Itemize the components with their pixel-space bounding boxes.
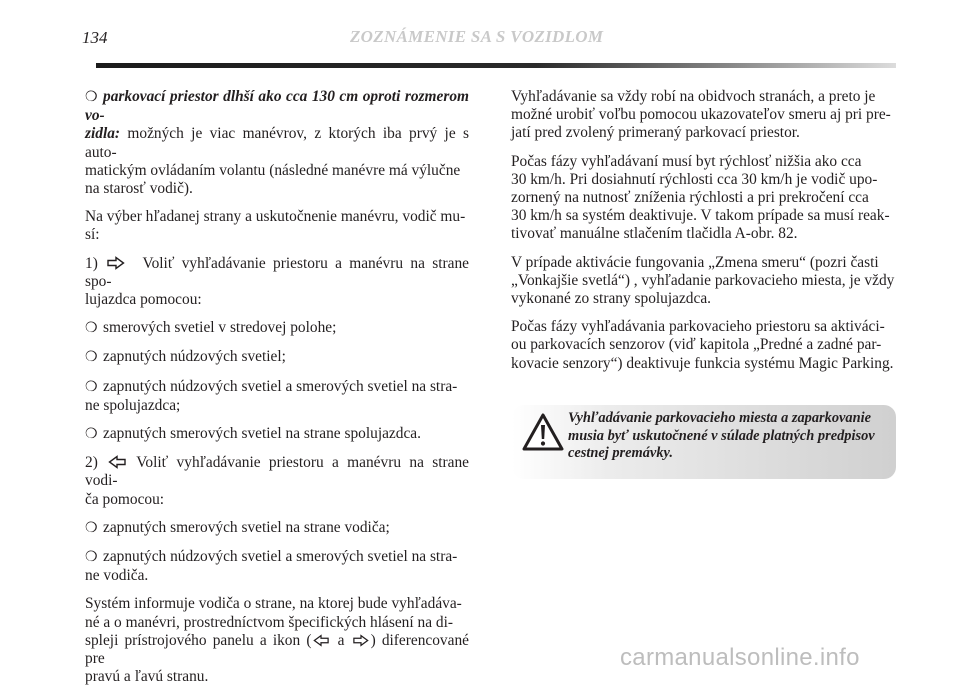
list-item-text: zapnutých smerových svetiel na strane vodiča;	[103, 518, 390, 536]
paragraph-line: ) diferencované pre	[85, 631, 469, 668]
warning-triangle-icon	[522, 413, 564, 451]
left-arrow-icon	[108, 455, 126, 469]
bullet-text: matickým ovládaním volantu (následné manévre má výlučne	[85, 161, 461, 179]
bullet-text: na starosť vodič).	[85, 180, 193, 198]
paragraph-line: pravú a ľavú stranu.	[85, 668, 209, 686]
paragraph-line: 30 km/h sa systém deaktivuje. V takom prípade sa musí reak-	[511, 207, 890, 225]
bullet-text: možných je viac manévrov, z ktorých iba prvý je s auto-	[85, 125, 469, 161]
paragraph-line: Voliť vyhľadávanie priestoru a manévru na strane spo-	[85, 254, 469, 290]
header-rule	[96, 63, 896, 68]
paragraph-line: Voliť vyhľadávanie priestoru a manévru na strane vodi-	[85, 454, 469, 490]
list-item	[85, 425, 469, 444]
paragraph-line: „Vonkajšie svetlá“) , vyhľadanie parkovacieho miesta, je vždy	[511, 271, 895, 289]
paragraph	[85, 208, 469, 244]
left-column	[85, 88, 469, 696]
warning-line: cestnej premávky.	[568, 445, 673, 462]
paragraph-line: možné urobiť voľbu pomocou ukazovateľov smeru aj pri pre-	[511, 106, 891, 124]
right-column	[511, 88, 895, 383]
paragraph-line: né a o manévri, prostredníctvom špecifických hlásení na di-	[85, 613, 453, 631]
bullet-circle-icon: ❍	[85, 550, 98, 566]
paragraph-line: kovacie senzory“) deaktivuje funkcia systému Magic Parking.	[511, 354, 894, 372]
bullet-circle-icon: ❍	[85, 379, 98, 395]
bullet-bold-text: parkovací priestor dlhší ako cca 130 cm oproti rozmerom vo-	[85, 88, 469, 125]
step-number: 2)	[85, 454, 98, 472]
paragraph-line: a	[331, 631, 351, 649]
bullet-bold-text: zidla:	[85, 125, 121, 143]
list-item-text: zapnutých núdzových svetiel a smerových svetiel na stra-	[103, 548, 458, 566]
warning-line: Vyhľadávanie parkovacieho miesta a zaparkovanie	[568, 410, 872, 426]
list-item-text: zapnutých núdzových svetiel a smerových svetiel na stra-	[103, 377, 458, 395]
list-item	[85, 319, 469, 338]
list-item-text: ne spolujazdca;	[85, 396, 181, 414]
paragraph	[511, 88, 895, 143]
bullet-circle-icon: ❍	[85, 90, 98, 105]
paragraph	[511, 318, 895, 373]
paragraph-line: Systém informuje vodiča o strane, na ktorej bude vyhľadáva-	[85, 595, 462, 613]
paragraph-line: spleji prístrojového panelu a ikon (	[85, 631, 312, 649]
paragraph-line: tivovať manuálne stlačením tlačidla A-obr. 82.	[511, 225, 798, 243]
bullet-circle-icon: ❍	[85, 520, 98, 536]
paragraph	[511, 153, 895, 244]
page-number: 134	[82, 28, 108, 47]
list-item	[85, 519, 469, 538]
paragraph-line: lujazdca pomocou:	[85, 291, 202, 309]
bullet-item	[85, 88, 469, 198]
bullet-circle-icon: ❍	[85, 321, 98, 337]
list-item	[85, 348, 469, 367]
paragraph-line: Počas fázy vyhľadávania parkovacieho priestoru sa aktiváci-	[511, 318, 885, 336]
list-item-text: zapnutých núdzových svetiel;	[103, 348, 286, 366]
paragraph-line: vykonané zo strany spolujazdca.	[511, 290, 712, 308]
paragraph-line: Počas fázy vyhľadávaní musí byt rýchlosť nižšia ako cca	[511, 152, 862, 170]
paragraph	[85, 255, 469, 310]
warning-text	[568, 410, 886, 463]
list-item-text: smerových svetiel v stredovej polohe;	[103, 319, 337, 337]
watermark: carmanualsonline.info	[620, 644, 860, 671]
step-number: 1)	[85, 254, 98, 272]
paragraph	[85, 454, 469, 509]
list-item	[85, 378, 469, 415]
paragraph-line: Vyhľadávanie sa vždy robí na obidvoch stranách, a preto je	[511, 88, 876, 105]
paragraph-line: zornený na nutnosť zníženia rýchlosti a pri prekročení cca	[511, 189, 869, 207]
paragraph	[511, 254, 895, 309]
right-arrow-icon	[107, 256, 125, 270]
list-item	[85, 548, 469, 585]
paragraph-line: V prípade aktivácie fungovania „Zmena smeru“ (pozri časti	[511, 253, 879, 271]
paragraph-line: jatí pred zvolený primeraný parkovací priestor.	[511, 124, 800, 142]
right-arrow-icon	[353, 634, 369, 647]
paragraph	[85, 595, 469, 686]
paragraph-line: ča pomocou:	[85, 490, 165, 508]
page-title: ZOZNÁMENIE SA S VOZIDLOM	[350, 27, 604, 46]
left-arrow-icon	[313, 634, 329, 647]
warning-line: musia byť uskutočnené v súlade platných predpisov	[568, 427, 875, 444]
paragraph-line: Na výber hľadanej strany a uskutočnenie manévru, vodič mu-	[85, 208, 466, 226]
list-item-text: zapnutých smerových svetiel na strane spolujazdca.	[103, 425, 421, 443]
paragraph-line: sí:	[85, 226, 100, 244]
list-item-text: ne vodiča.	[85, 567, 149, 585]
paragraph-line: ou parkovacích senzorov (viď kapitola „Predné a zadné par-	[511, 336, 882, 354]
bullet-circle-icon: ❍	[85, 350, 98, 366]
bullet-circle-icon: ❍	[85, 427, 98, 443]
paragraph-line: 30 km/h. Pri dosiahnutí rýchlosti cca 30 km/h je vodič upo-	[511, 170, 878, 188]
